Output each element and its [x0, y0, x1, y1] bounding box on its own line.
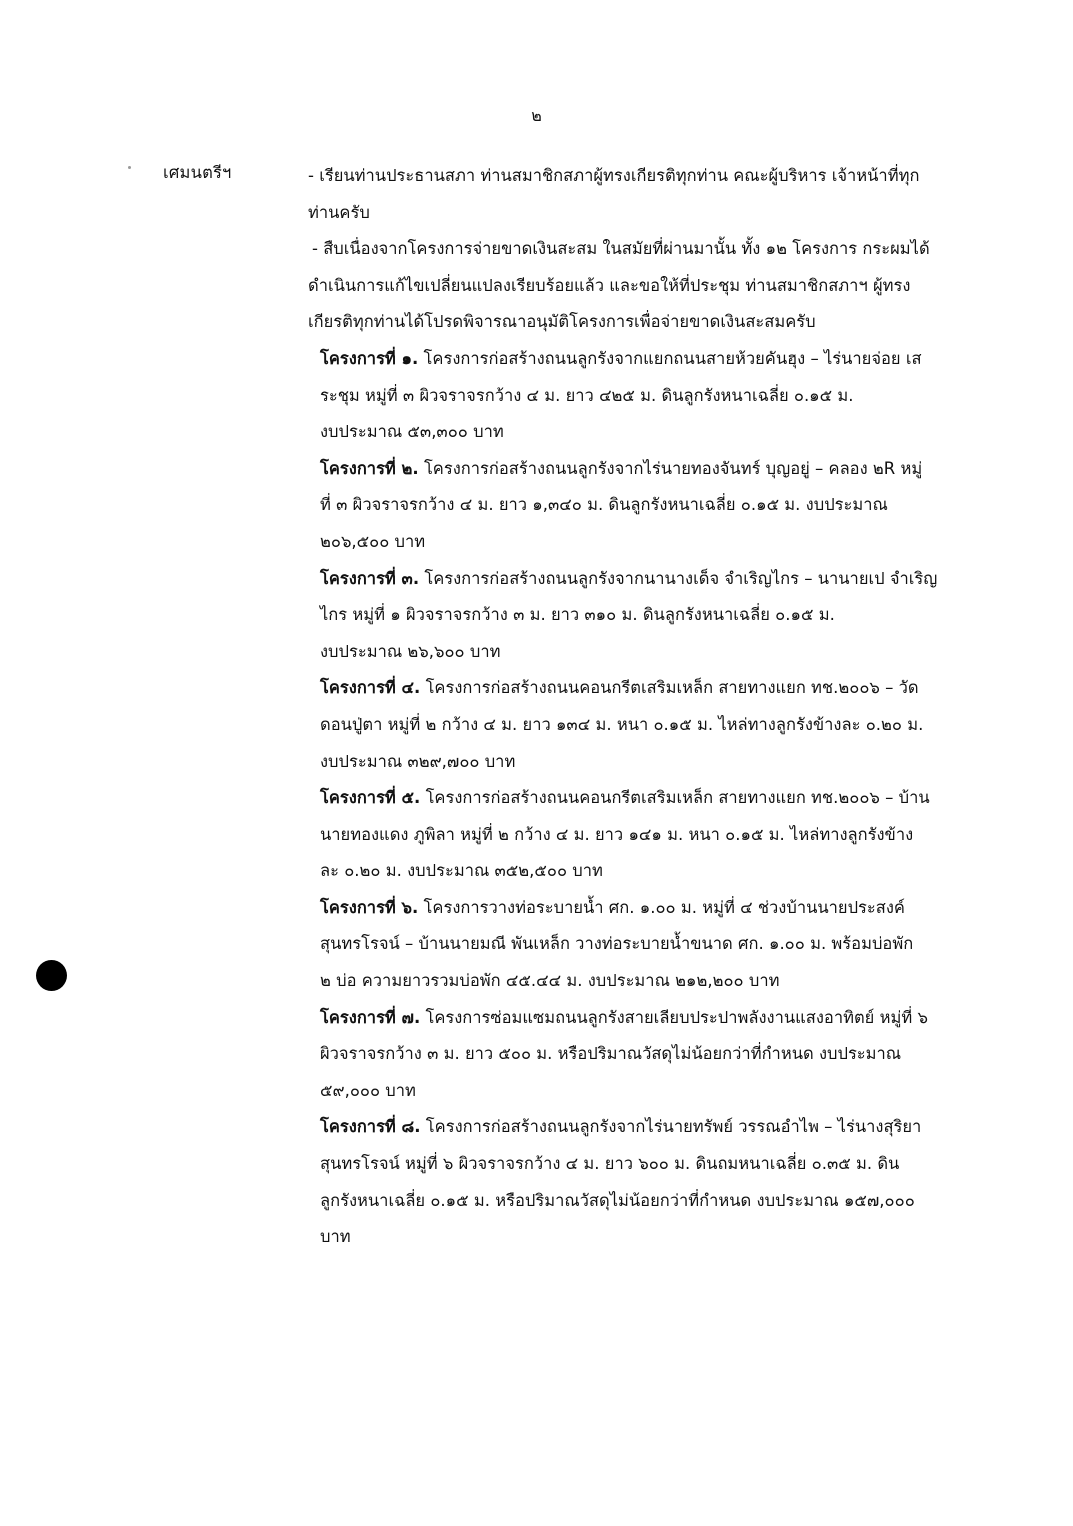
project-4-line-3: งบประมาณ ๓๒๙,๗๐๐ บาท: [320, 751, 516, 771]
project-3-line-2: ไกร หมู่ที่ ๑ ผิวจราจรกว้าง ๓ ม. ยาว ๓๑๐ ม. ดินลูกรังหนาเฉลี่ย ๐.๑๕ ม.: [320, 605, 835, 625]
intro-line-1: - สืบเนื่องจากโครงการจ่ายขาดเงินสะสม ในสมัยที่ผ่านมานั้น ทั้ง ๑๒ โครงการ กระผมได้: [312, 239, 930, 259]
project-5-line-1: [308, 780, 956, 817]
punch-hole-mark: [36, 960, 67, 991]
intro-line-2: ดำเนินการแก้ไขเปลี่ยนแปลงเรียบร้อยแล้ว และขอให้ที่ประชุม ท่านสมาชิกสภาฯ ผู้ทรง: [308, 275, 911, 295]
project-6-line-2: สุนทรโรจน์ – บ้านนายมณี พันเหล็ก วางท่อระบายน้ำขนาด ศก. ๑.๐๐ ม. พร้อมบ่อพัก: [320, 934, 914, 954]
minutes-body: [308, 158, 956, 1256]
project-text: โครงการก่อสร้างถนนลูกรังจากนานางเด็จ จำเริญไกร – นานายเป จำเริญ: [419, 568, 938, 588]
speaker-label: เศมนตรีฯ: [163, 163, 232, 182]
project-1-line-1: [308, 341, 956, 378]
project-title: โครงการที่ ๓.: [320, 568, 420, 588]
project-7-line-2: ผิวจราจรกว้าง ๓ ม. ยาว ๕๐๐ ม. หรือปริมาณวัสดุไม่น้อยกว่าที่กำหนด งบประมาณ: [320, 1044, 902, 1064]
project-1-line-3: งบประมาณ ๕๓,๓๐๐ บาท: [320, 422, 504, 442]
project-text: โครงการก่อสร้างถนนลูกรังจากแยกถนนสายห้วยคันฮุง – ไร่นายจ่อย เส: [418, 348, 922, 368]
project-7-line-3: ๕๙,๐๐๐ บาท: [320, 1080, 416, 1100]
project-title: โครงการที่ ๑.: [320, 348, 419, 368]
project-text: โครงการก่อสร้างถนนลูกรังจากไร่นายทองจันทร์ บุญอยู่ – คลอง ๒R หมู่: [418, 458, 923, 478]
project-8-line-3: ลูกรังหนาเฉลี่ย ๐.๑๕ ม. หรือปริมาณวัสดุไม่น้อยกว่าที่กำหนด งบประมาณ ๑๕๗,๐๐๐: [320, 1190, 915, 1210]
project-text: โครงการซ่อมแซมถนนลูกรังสายเลียบประปาพลังงานแสงอาทิตย์ หมู่ที่ ๖: [420, 1007, 928, 1027]
project-7-line-1: [308, 1000, 956, 1037]
project-8-line-4: บาท: [320, 1227, 351, 1247]
project-2-line-2: ที่ ๓ ผิวจราจรกว้าง ๔ ม. ยาว ๑,๓๔๐ ม. ดินลูกรังหนาเฉลี่ย ๐.๑๕ ม. งบประมาณ: [320, 495, 888, 515]
project-6-line-3: ๒ บ่อ ความยาวรวมบ่อพัก ๔๕.๔๔ ม. งบประมาณ ๒๑๒,๒๐๐ บาท: [320, 971, 780, 991]
project-title: โครงการที่ ๔.: [320, 678, 421, 698]
project-5-line-3: ละ ๐.๒๐ ม. งบประมาณ ๓๕๒,๕๐๐ บาท: [320, 861, 603, 881]
project-8-line-1: [308, 1109, 956, 1146]
margin-speck: [128, 166, 131, 169]
page-number: ๒: [531, 106, 542, 125]
project-5-line-2: นายทองแดง ภูพิลา หมู่ที่ ๒ กว้าง ๔ ม. ยาว ๑๔๑ ม. หนา ๐.๑๕ ม. ไหล่ทางลูกรังข้าง: [320, 824, 914, 844]
project-title: โครงการที่ ๖.: [320, 897, 419, 917]
project-text: โครงการวางท่อระบายน้ำ ศก. ๑.๐๐ ม. หมู่ที่ ๔ ช่วงบ้านนายประสงค์: [418, 897, 905, 917]
project-title: โครงการที่ ๘.: [320, 1117, 421, 1137]
project-title: โครงการที่ ๕.: [320, 788, 421, 808]
greeting-line-2: ท่านครับ: [308, 202, 370, 222]
project-8-line-2: สุนทรโรจน์ หมู่ที่ ๖ ผิวจราจรกว้าง ๔ ม. ยาว ๖๐๐ ม. ดินถมหนาเฉลี่ย ๐.๓๕ ม. ดิน: [320, 1154, 900, 1174]
project-3-line-1: [308, 561, 956, 598]
project-title: โครงการที่ ๗.: [320, 1007, 421, 1027]
project-text: โครงการก่อสร้างถนนคอนกรีตเสริมเหล็ก สายทางแยก ทช.๒๐๐๖ – วัด: [420, 678, 919, 698]
project-text: โครงการก่อสร้างถนนลูกรังจากไร่นายทรัพย์ วรรณอำไพ – ไร่นางสุริยา: [420, 1117, 922, 1137]
project-4-line-1: [308, 670, 956, 707]
project-1-line-2: ระชุม หมู่ที่ ๓ ผิวจราจรกว้าง ๔ ม. ยาว ๔๒๕ ม. ดินลูกรังหนาเฉลี่ย ๐.๑๕ ม.: [320, 385, 854, 405]
greeting-line-1: - เรียนท่านประธานสภา ท่านสมาชิกสภาผู้ทรงเกียรติทุกท่าน คณะผู้บริหาร เจ้าหน้าที่ทุก: [308, 166, 920, 185]
project-text: โครงการก่อสร้างถนนคอนกรีตเสริมเหล็ก สายทางแยก ทช.๒๐๐๖ – บ้าน: [420, 788, 930, 808]
project-4-line-2: ดอนปู่ตา หมู่ที่ ๒ กว้าง ๔ ม. ยาว ๑๓๔ ม. หนา ๐.๑๕ ม. ไหล่ทางลูกรังข้างละ ๐.๒๐ ม.: [320, 714, 924, 734]
project-2-line-3: ๒๐๖,๕๐๐ บาท: [320, 531, 426, 551]
project-6-line-1: [308, 890, 956, 927]
project-3-line-3: งบประมาณ ๒๖,๖๐๐ บาท: [320, 641, 501, 661]
project-title: โครงการที่ ๒.: [320, 458, 419, 478]
project-2-line-1: [308, 451, 956, 488]
intro-line-3: เกียรติทุกท่านได้โปรดพิจารณาอนุมัติโครงการเพื่อจ่ายขาดเงินสะสมครับ: [308, 312, 816, 332]
